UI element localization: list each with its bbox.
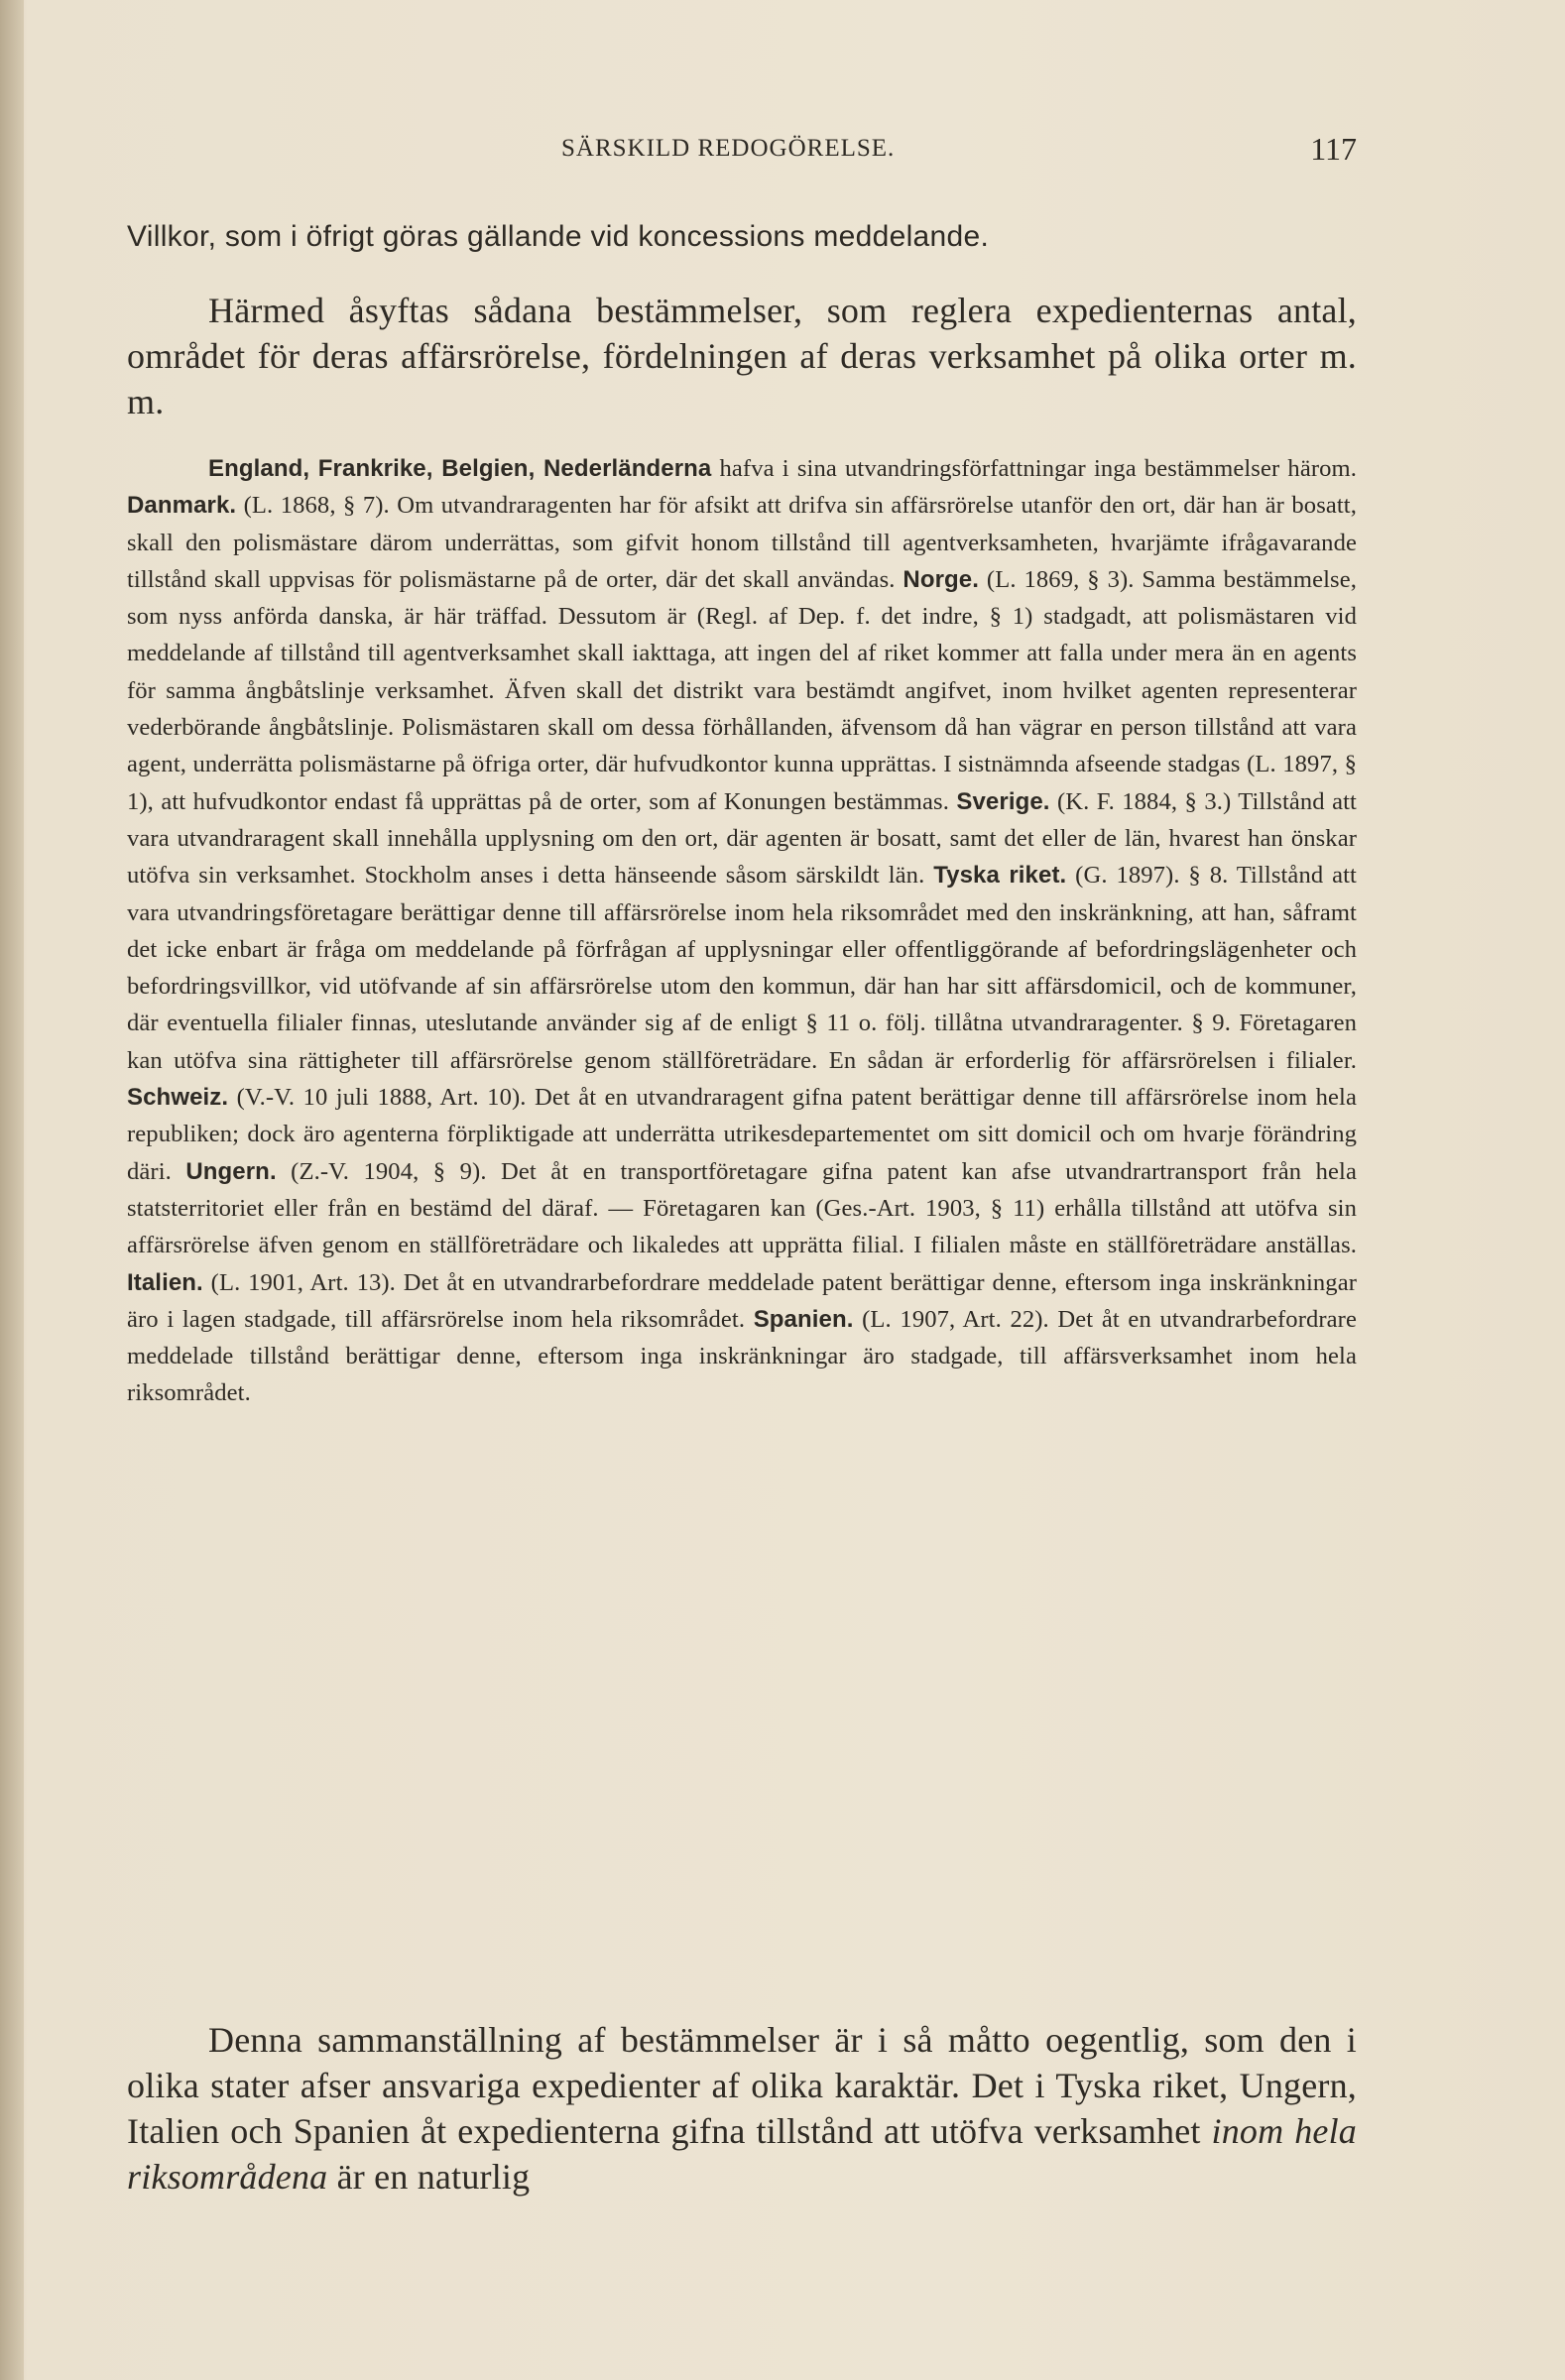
country-name: Danmark. bbox=[127, 492, 237, 520]
conclusion-paragraph bbox=[127, 2017, 1357, 2200]
paragraph-text: (V.-V. 10 juli 1888, Art. 10). Det åt en utvandraragent gifna patent berättigar denne till affärsrörelse inom hela republiken; dock äro agenterna förpliktigade att underrätta utrikesdepartementet om sitt domicil och om hvarje förändring däri. bbox=[127, 1084, 1357, 1185]
running-head bbox=[127, 131, 1357, 175]
paragraph-text: (L. 1868, § 7). Om utvandraragenten har för afsikt att drifva sin affärsrörelse utanför den ort, där han är bosatt, skall den polismästare därom underrättas, som gifvit honom tillstånd till agentverksamheten, hvarjämte ifrågavarande tillstånd skall uppvisas för polismästarne på de orter, där det skall användas. bbox=[127, 492, 1357, 593]
country-name: Italien. bbox=[127, 1268, 203, 1296]
country-name: Schweiz. bbox=[127, 1084, 229, 1112]
paragraph-text: hafva i sina utvandringsförfattningar inga bestämmelser härom. bbox=[711, 455, 1357, 482]
country-name: Sverige. bbox=[956, 787, 1050, 815]
paragraph-text: (G. 1897). § 8. Tillstånd att vara utvandringsföretagare berättigar denne till affärsrörelse inom hela riksområdet med den inskränkning, att han, såframt det icke enbart är fråga om meddelande på förfrågan af upplysningar eller offentliggörande af befordringslägenheter och befordringsvillkor, vid utöfvande af sin affärsrörelse utom den kommun, där han har sitt affärsdomicil, och de kommuner, där eventuella filialer finnas, uteslutande använder sig af de enligt § 11 o. följ. tillåtna utvandraragenter. § 9. Företagaren kan utöfva sina rättigheter till affärsrörelse genom ställföreträdare. En sådan är erforderlig för affärsrörelsen i filialer. bbox=[127, 862, 1357, 1074]
book-spine bbox=[0, 0, 24, 2380]
country-name: Spanien. bbox=[753, 1305, 854, 1333]
country-name: England, Frankrike, Belgien, Nederländerna bbox=[208, 455, 712, 482]
conclusion-emphasis: inom hela riksområdena bbox=[127, 2111, 1358, 2197]
conclusion-tail: är en naturlig bbox=[327, 2157, 531, 2197]
paragraph-text: (Z.-V. 1904, § 9). Det åt en transportföretagare gifna patent kan afse utvandrartransport från hela statsterritoriet eller från en bestämd del däraf. — Företagaren kan (Ges.-Art. 1903, § 11) erhålla tillstånd att utöfva sin affärsrörelse äfven genom en ställföreträdare och likaledes att upprätta filial. I filialen måste en ställföreträdare anställas. bbox=[127, 1157, 1357, 1259]
paragraph-text: (L. 1901, Art. 13). Det åt en utvandrarbefordrare meddelade patent berättigar denne, eftersom inga inskränkningar äro i lagen stadgade, till affärsrörelse inom hela riksområdet. bbox=[127, 1268, 1357, 1333]
page-number: 117 bbox=[1310, 131, 1357, 167]
running-title: SÄRSKILD REDOGÖRELSE. bbox=[561, 135, 896, 162]
paragraph-text: (L. 1907, Art. 22). Det åt en utvandrarbefordrare meddelade tillstånd berättigar denne, eftersom inga inskränkningar äro stadgade, till affärsverksamhet inom hela riksområdet. bbox=[127, 1305, 1357, 1407]
country-name: Norge. bbox=[903, 565, 980, 593]
section-heading: Villkor, som i öfrigt göras gällande vid koncessions meddelande. bbox=[127, 220, 990, 253]
country-name: Tyska riket. bbox=[933, 862, 1067, 890]
conclusion-text: Denna sammanställning af bestämmelser är i så måtto oegentlig, som den i olika stater afser ansvariga expedienter af olika karaktär. Det i Tyska riket, Ungern, Italien och Spanien åt expedienterna gifna tillstånd att utöfva verksamhet bbox=[127, 2020, 1357, 2151]
country-name: Ungern. bbox=[185, 1157, 277, 1185]
country-regulations-paragraph bbox=[127, 450, 1357, 1412]
paragraph-text: (L. 1869, § 3). Samma bestämmelse, som nyss anförda danska, är här träffad. Dessutom är (Regl. af Dep. f. det indre, § 1) stadgadt, att polismästaren vid meddelande af tillstånd till agentverksamhet skall iakttaga, att ingen del af riket kommer att falla under mera än en agents för samma ångbåtslinje verksamhet. Äfven skall det distrikt vara bestämdt angifvet, inom hvilket agenten representerar vederbörande ångbåtslinje. Polismästaren skall om dessa förhållanden, äfvensom då han vägrar en person tillstånd att vara agent, underrätta polismästarne på öfriga orter, där hufvudkontor kunna upprättas. I sistnämnda afseende stadgas (L. 1897, § 1), att hufvudkontor endast få upprättas på de orter, som af Konungen bestämmas. bbox=[127, 565, 1357, 815]
intro-paragraph: Härmed åsyftas sådana bestämmelser, som reglera expedienternas antal, området för deras affärsrörelse, fördelningen af deras verksamhet på olika orter m. m. bbox=[127, 291, 1357, 421]
paragraph-text: (K. F. 1884, § 3.) Tillstånd att vara utvandraragent skall innehålla upplysning om den ort, där agenten är bosatt, samt det eller de län, hvarest han önskar utöfva sin verksamhet. Stockholm anses i detta hänseende såsom särskildt län. bbox=[127, 787, 1357, 890]
